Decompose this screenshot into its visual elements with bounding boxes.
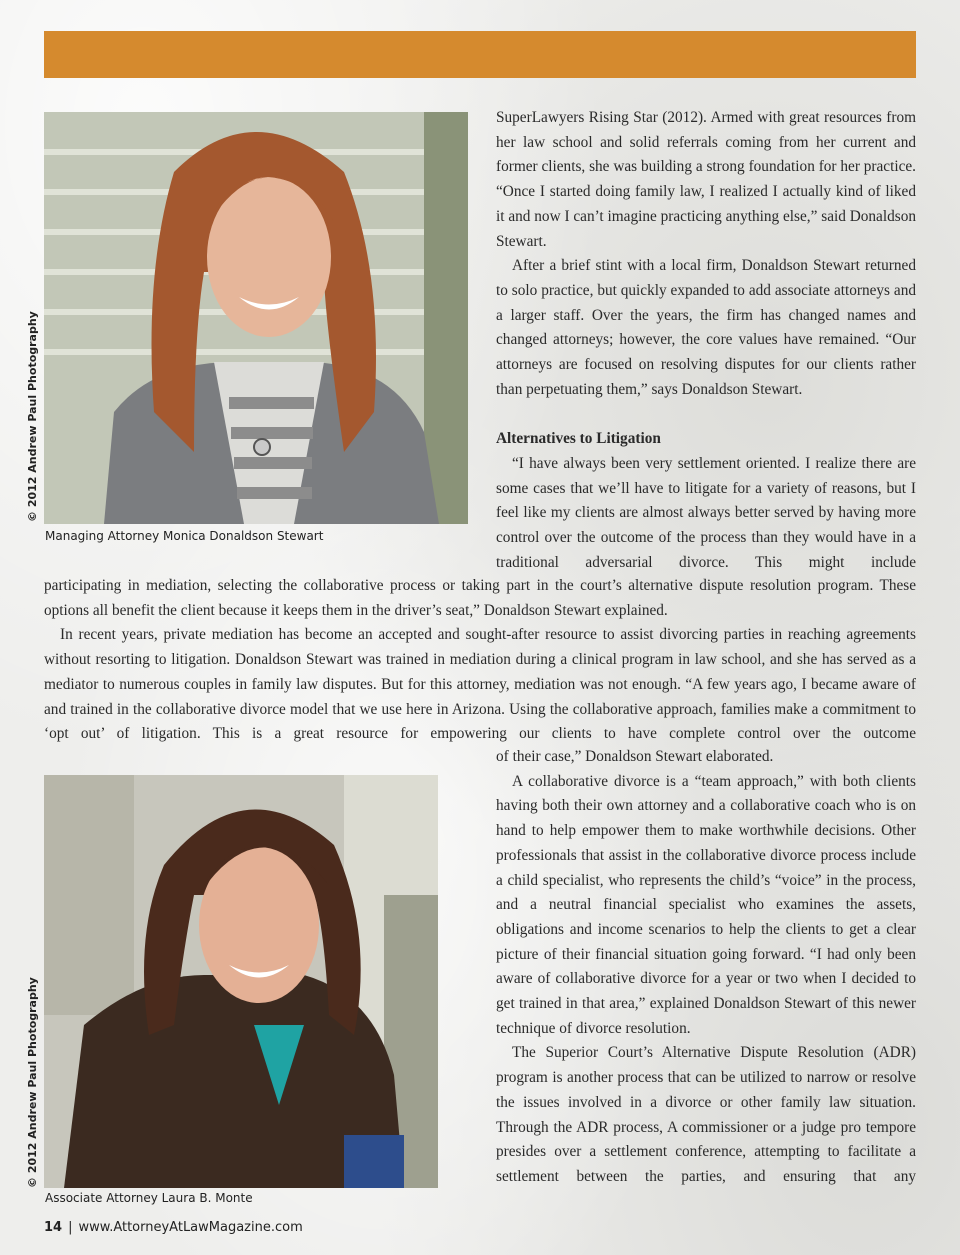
footer-url: www.AttorneyAtLawMagazine.com: [78, 1220, 303, 1235]
page-footer: [44, 1220, 303, 1235]
photo-credit: © 2012 Andrew Paul Photography: [26, 311, 39, 522]
article-right-column-bottom: [496, 745, 916, 1190]
article-paragraph: participating in mediation, selecting the collaborative process or taking part in the court’s alternative dispute resolution program. These options all benefit the client because it keeps them in the driver’s seat,” Donaldson Stewart explained.: [44, 577, 916, 619]
article-paragraph: A collaborative divorce is a “team approach,” with both clients having both their own attorney and a collaborative coach who is on hand to help empower them to make worthwhile decisions. Other professionals that assist in the collaborative divorce process include a child specialist, who represents the child’s “voice” in the process, and a neutral financial specialist who examines the assets, obligations and income scenarios to help the clients to get a clear picture of their financial situation going forward. “I had only been aware of collaborative divorce for a year or two when I decided to get trained in that area,” explained Donaldson Stewart of this newer technique of divorce resolution.: [496, 772, 916, 1037]
footer-separator: |: [68, 1220, 73, 1235]
article-paragraph: of their case,” Donaldson Stewart elaborated.: [496, 748, 774, 765]
photo-caption: Managing Attorney Monica Donaldson Stewart: [45, 529, 324, 543]
article-right-column-top: [496, 106, 916, 575]
article-paragraph: The Superior Court’s Alternative Dispute Resolution (ADR) program is another process that can be utilized to narrow or resolve the issues involved in a divorce or other family law situation. Through the ADR process, A commissioner or a judge pro tempore presides over a settlement conference, attempting to facilitate a settlement between the parties, and ensuring that any: [496, 1044, 916, 1185]
photo-associate-attorney: [44, 775, 438, 1188]
article-paragraph: “I have always been very settlement oriented. I realize there are some cases that we’ll have to litigate for a variety of reasons, but I feel like my clients are almost always better served by having more control over the outcome of the process than they would have in a traditional adversarial divorce. This might include: [496, 454, 916, 571]
photo-caption: Associate Attorney Laura B. Monte: [45, 1191, 253, 1205]
photo-credit: © 2012 Andrew Paul Photography: [26, 977, 39, 1188]
article-paragraph: After a brief stint with a local firm, Donaldson Stewart returned to solo practice, but quickly expanded to add associate attorneys and a larger staff. Over the years, the firm has changed names and changed attorneys; however, the core values have remained. “Our attorneys are focused on resolving disputes for our clients rather than perpetuating them,” says Donaldson Stewart.: [496, 257, 916, 398]
header-bar: [44, 31, 916, 78]
page-number: 14: [44, 1220, 63, 1235]
article-paragraph: In recent years, private mediation has become an accepted and sought-after resource to assist divorcing parties in reaching agreements without resorting to litigation. Donaldson Stewart was trained in mediation during a clinical program in law school, and she has served as a mediator to numerous couples in family law disputes. But for this attorney, mediation was not enough. “A few years ago, I became aware of and trained in the collaborative divorce model that we use here in Arizona. Using the collaborative approach, families make a commitment to ‘opt out’ of litigation. This is a great resource for empowering our clients to have complete control over the outcome: [44, 626, 916, 743]
section-heading: Alternatives to Litigation: [496, 430, 661, 448]
article-full-width: [44, 574, 916, 747]
photo-managing-attorney: [44, 112, 468, 524]
article-paragraph: SuperLawyers Rising Star (2012). Armed with great resources from her law school and solid referrals coming from her current and former clients, she was building a strong foundation for her practice. “Once I started doing family law, I realized I actually kind of liked it and now I can’t imagine practicing anything else,” said Donaldson Stewart.: [496, 109, 916, 250]
